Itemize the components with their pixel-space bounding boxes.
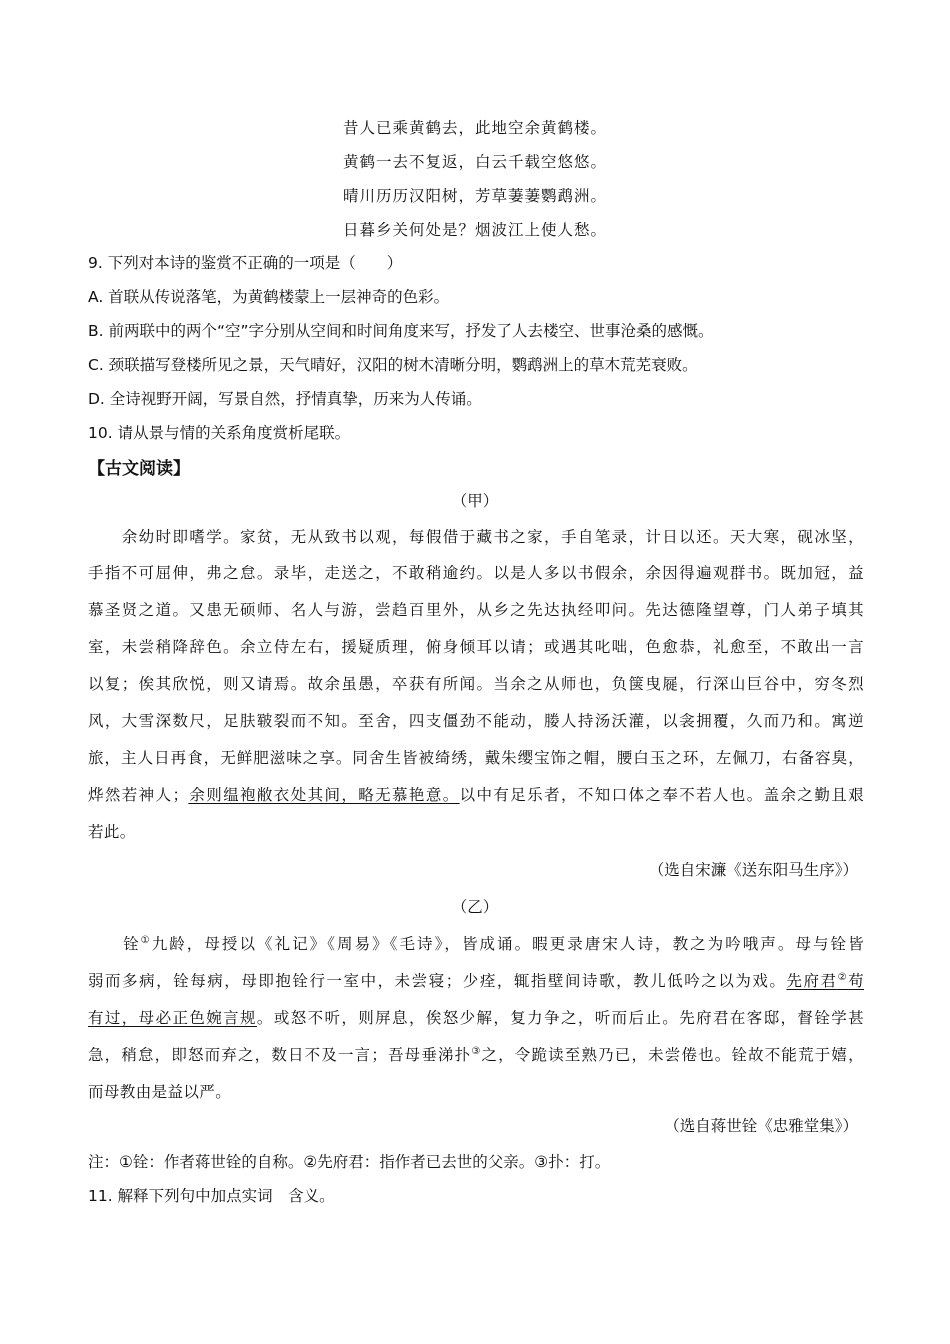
footnotes: 注：①铨：作者蒋世铨的自称。②先府君：指作者已去世的父亲。③扑：打。 xyxy=(88,1153,611,1171)
line-text: 弱而多病，铨每病，母即抱铨行一室中，未尝寝；少痊，辄指壁间诗歌，教儿低吟之以为戏。 xyxy=(88,972,787,990)
passage-b-line-4 xyxy=(88,1043,864,1065)
passage-a-line: 手指不可屈伸，弗之怠。录毕，走送之，不敢稍逾约。以是人多以书假余，余因得遍观群书。既加冠，益 xyxy=(88,564,864,582)
line-text: 急，稍怠，即怒而弃之，数日不及一言；吾母垂涕扑 xyxy=(88,1046,472,1064)
question-9-option-d: D. 全诗视野开阔，写景自然，抒情真挚，历来为人传诵。 xyxy=(88,390,482,408)
underlined-sentence: 有过，母必正色婉言规 xyxy=(88,1009,257,1027)
passage-b-source: （选自蒋世铨《忠雅堂集》） xyxy=(664,1117,858,1135)
question-9-stem: 9. 下列对本诗的鉴赏不正确的一项是（ ） xyxy=(88,254,403,272)
section-title: 【古文阅读】 xyxy=(88,459,190,479)
passage-a-line: 风，大雪深数尺，足肤皲裂而不知。至舍，四支僵劲不能动，媵人持汤沃灌，以衾拥覆，久而乃和。寓逆 xyxy=(88,712,864,730)
passage-a-line-8 xyxy=(88,783,864,805)
question-9-option-a: A. 首联从传说落笔，为黄鹤楼蒙上一层神奇的色彩。 xyxy=(88,288,450,306)
line-text: 烨然若神人； xyxy=(88,786,189,804)
footnote-marker: ③ xyxy=(471,1045,482,1057)
passage-a-line: 余幼时即嗜学。家贫，无从致书以观，每假借于藏书之家，手自笔录，计日以还。天大寒，砚冰坚， xyxy=(88,528,864,546)
underlined-text: 苟 xyxy=(848,972,865,990)
line-text: 。或怒不听，则屏息，俟怒少解，复力争之，听而后止。先府君在客邸，督铨学甚 xyxy=(256,1009,864,1027)
underlined-sentence: 余则缊袍敝衣处其间，略无慕艳意。 xyxy=(188,786,460,804)
passage-b-label: （乙） xyxy=(451,898,499,916)
passage-b-line-3 xyxy=(88,1006,864,1028)
underlined-sentence xyxy=(786,972,864,990)
poem-line-3: 晴川历历汉阳树，芳草萋萋鹦鹉洲。 xyxy=(342,187,607,205)
line-text: 之，令跪读至熟乃已，未尝倦也。铨故不能荒于嬉， xyxy=(481,1046,864,1064)
line-text: 九龄，母授以《礼记》《周易》《毛诗》，皆成诵。暇更录唐宋人诗，教之为吟哦声。母与铨皆 xyxy=(151,935,865,953)
passage-a-line-9: 若此。 xyxy=(88,823,136,841)
question-10-stem: 10. 请从景与情的关系角度赏析尾联。 xyxy=(88,424,351,442)
passage-b-line-1 xyxy=(88,932,864,954)
underlined-text: 先府君 xyxy=(786,972,838,990)
line-text: 铨 xyxy=(88,935,141,953)
question-9-option-c: C. 颈联描写登楼所见之景，天气晴好，汉阳的树木清晰分明，鹦鹉洲上的草木荒芜衰败。 xyxy=(88,356,698,374)
passage-a-line: 旅，主人日再食，无鲜肥滋味之享。同舍生皆被绮绣，戴朱缨宝饰之帽，腰白玉之环，左佩刀，右备容臭， xyxy=(88,749,864,767)
poem-line-4: 日暮乡关何处是？烟波江上使人愁。 xyxy=(342,221,607,239)
passage-a-line: 室，未尝稍降辞色。余立侍左右，援疑质理，俯身倾耳以请；或遇其叱咄，色愈恭，礼愈至，不敢出一言 xyxy=(88,638,864,656)
footnote-marker: ① xyxy=(140,934,152,946)
poem-line-2: 黄鹤一去不复返，白云千载空悠悠。 xyxy=(342,153,607,171)
passage-b-line-5: 而母教由是益以严。 xyxy=(88,1083,232,1101)
poem-line-1: 昔人已乘黄鹤去，此地空余黄鹤楼。 xyxy=(342,119,607,137)
passage-a-label: （甲） xyxy=(451,492,499,510)
question-9-option-b: B. 前两联中的两个“空”字分别从空间和时间角度来写，抒发了人去楼空、世事沧桑的感慨。 xyxy=(88,322,714,340)
line-text: 以中有足乐者，不知口体之奉不若人也。盖余之勤且艰 xyxy=(459,786,864,804)
footnote-marker: ② xyxy=(837,971,849,983)
passage-b-line-2 xyxy=(88,969,864,991)
passage-a-source: （选自宋濂《送东阳马生序》） xyxy=(648,861,858,879)
question-11-stem: 11. 解释下列句中加点实词 含义。 xyxy=(88,1187,335,1205)
passage-a-line: 以复；俟其欣悦，则又请焉。故余虽愚，卒获有所闻。当余之从师也，负箧曳屣，行深山巨谷中，穷冬烈 xyxy=(88,675,864,693)
passage-a-line: 慕圣贤之道。又患无硕师、名人与游，尝趋百里外，从乡之先达执经叩问。先达德隆望尊，门人弟子填其 xyxy=(88,601,864,619)
